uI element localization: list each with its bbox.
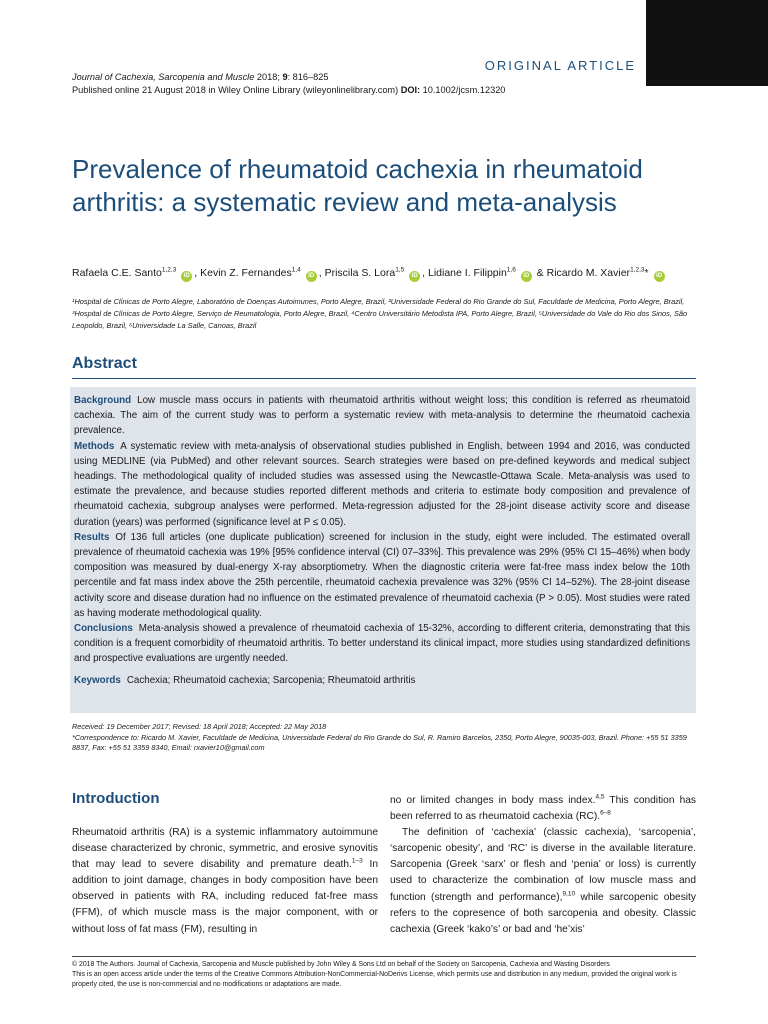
received-dates: Received: 19 December 2017; Revised: 18 April 2018; Accepted: 22 May 2018 <box>72 722 327 731</box>
keywords-label: Keywords <box>74 674 121 686</box>
author-affil-sup: 1,2,3 <box>630 266 645 274</box>
author-affil-sup: 1,2,3 <box>161 266 177 274</box>
column-left <box>72 825 378 938</box>
corner-tab <box>646 0 768 86</box>
keywords-text: Cachexia; Rheumatoid cachexia; Sarcopenia; Rheumatoid arthritis <box>126 674 416 686</box>
article-title: Prevalence of rheumatoid cachexia in rheumatoid arthritis: a systematic review and meta-analysis <box>72 154 643 217</box>
author-name[interactable]: Rafaela C.E. Santo <box>72 267 162 279</box>
citation-sup[interactable]: 6–8 <box>600 809 611 817</box>
abstract-label: Conclusions <box>74 623 133 635</box>
author-affil-sup: 1,5 <box>395 266 405 274</box>
citation-sup[interactable]: 4,5 <box>595 793 605 801</box>
abstract-text: Of 136 full articles (one duplicate publication) screened for inclusion in the study, eight were included. The estimated overall prevalence of rheumatoid cachexia was 19% [95% confidence interval (CI) 07–33%]. This prevalence was 29% (95% CI 15–46%) when body composition was measured by dual-energy X-ray absorptiometry. When the diagnostic criteria were fat-free mass index below the 10th percentile and fat mass index above the 25th percentile, rheumatoid cachexia prevalence was 32% (95% CI 14–52%). The 28-joint disease activity score and disease duration had no influence on the estimated prevalence of rheumatoid cachexia (P > 0.05). Most studies were rated as having moderate methodological quality. <box>74 531 690 619</box>
journal-name: Journal of Cachexia, Sarcopenia and Muscle <box>72 72 255 82</box>
citation-sup[interactable]: 9,10 <box>562 890 576 898</box>
journal-pages: : 816–825 <box>287 72 329 82</box>
orcid-icon[interactable]: iD <box>409 271 420 282</box>
author-list <box>72 267 667 282</box>
abstract-label: Methods <box>74 440 115 452</box>
introduction-heading: Introduction <box>72 790 160 807</box>
section-label: ORIGINAL ARTICLE <box>484 58 636 73</box>
abstract-heading: Abstract <box>72 355 137 372</box>
journal-volume: 9 <box>282 72 288 82</box>
abstract-conclusions <box>74 621 690 667</box>
intro-paragraph <box>390 825 696 938</box>
abstract-text: A systematic review with meta-analysis of observational studies published in English, between 1994 and 2016, was conducted using MEDLINE (via PubMed) and other relevant sources. Search strategies were based on pre-defined keywords and medical subject headings. The methodological quality of included studies was assessed using the Newcastle-Ottawa Scale. Meta-analysis was used to estimate the prevalence, and because studies reported different methods and criteria to estimate body composition and prevalence of rheumatoid cachexia, subgroup analyses were performed. Meta-regression adjusted for the 28-joint disease activity score and disease duration (years) was performed (significance level at P ≤ 0.05). <box>74 440 690 528</box>
author-name[interactable]: Priscila S. Lora <box>324 267 396 279</box>
body-text: In addition to joint damage, changes in body composition have been observed in patients with RA, including reduced fat-free mass (FFM), of which muscle mass is the major component, with or without loss of fat mass (FM), resulting in <box>72 859 379 935</box>
corresponding-star: * <box>644 267 649 279</box>
orcid-icon[interactable]: iD <box>306 271 317 282</box>
author-separator: , <box>422 267 428 279</box>
author-name[interactable]: Lidiane I. Filippin <box>428 267 507 279</box>
orcid-icon[interactable]: iD <box>654 271 665 282</box>
keywords <box>74 675 690 686</box>
journal-year: 2018; <box>254 72 283 82</box>
body-text: The definition of ‘cachexia’ (classic cachexia), ‘sarcopenia’, ‘sarcopenic obesity’, and ‘RC’ is diverse in the available literature. Sarcopenia (Greek ‘sarx’ or flesh and ‘penia’ or loss) is currently used to characterize the combination of low muscle mass and function (strength and performance), <box>390 827 696 903</box>
affiliations: ¹Hospital de Clínicas de Porto Alegre, Laboratório de Doenças Autoimunes, Porto Alegre, Brazil, ²Universidade Federal do Rio Grande do Sul, Faculdade de Medicina, Porto Alegre, Brazil, ³Hospital de Clínicas de Porto Alegre, Serviço de Reumatologia, Porto Alegre, Brazil, ⁴Centro Universitário Metodista IPA, Porto Alegre, Brazil, ⁵Universidade do Vale do Rio dos Sinos, São Leopoldo, Brazil, ⁶Universidade La Salle, Canoas, Brazil <box>72 297 688 330</box>
intro-paragraph <box>390 793 696 825</box>
body-text: while sarcopenic obesity refers to the copresence of both sarcopenia and obesity. Classic cachexia (Greek ‘kako’s’ or bad and ‘he’xis’ <box>390 891 696 935</box>
abstract-label: Results <box>74 531 110 543</box>
abstract-label: Background <box>74 395 132 406</box>
journal-info <box>72 71 505 97</box>
column-right <box>390 793 696 938</box>
citation-sup[interactable]: 1–3 <box>351 857 363 865</box>
abstract-results <box>74 530 690 621</box>
intro-paragraph <box>72 825 378 938</box>
copyright-line: © 2018 The Authors. Journal of Cachexia, Sarcopenia and Muscle published by John Wiley & Sons Ltd on behalf of the Society on Sarcopenia, Cachexia and Wasting Disorders <box>72 961 610 968</box>
footer-rule <box>72 956 696 957</box>
author-name[interactable]: Ricardo M. Xavier <box>546 267 631 279</box>
abstract-methods <box>74 439 690 530</box>
published-line: Published online 21 August 2018 in Wiley Online Library (wileyonlinelibrary.com) <box>72 85 401 95</box>
orcid-icon[interactable]: iD <box>181 271 192 282</box>
license-footer <box>72 960 700 990</box>
body-text: This condition has been referred to as rheumatoid cachexia (RC). <box>390 795 697 823</box>
license-line: This is an open access article under the terms of the Creative Commons Attribution-NonCommercial-NoDerivs License, which permits use and distribution in any medium, provided the original work is properly cited, the use is non-commercial and no modifications or adaptations are made. <box>72 971 677 988</box>
abstract-text: Meta-analysis showed a prevalence of rheumatoid cachexia of 15-32%, according to different criteria, demonstrating that this condition is a frequent comorbidity of rheumatoid arthritis. To better understand its clinical impact, more studies using standardized definitions and prospective evaluations are urgently needed. <box>74 623 690 665</box>
doi-label: DOI: <box>400 85 421 95</box>
doi-link[interactable]: 10.1002/jcsm.12320 <box>420 85 506 95</box>
author-separator: & <box>533 267 547 279</box>
abstract-background <box>74 393 690 439</box>
dates-block <box>72 722 698 754</box>
correspondence: *Correspondence to: Ricardo M. Xavier, Faculdade de Medicina, Universidade Federal do Rio Grande do Sul, R. Ramiro Barcelos, 2350, Porto Alegre, 90035-003, Brazil. Phone: +55 51 3359 8837, Fax: +55 51 3359 8340, Email: rxavier10@gmail.com <box>72 732 687 752</box>
abstract-rule <box>72 378 696 379</box>
author-affil-sup: 1,4 <box>291 266 301 274</box>
author-separator: , <box>194 267 201 279</box>
abstract-box <box>70 387 696 713</box>
author-separator: , <box>318 267 325 279</box>
author-name[interactable]: Kevin Z. Fernandes <box>200 267 292 279</box>
abstract-text: Low muscle mass occurs in patients with rheumatoid arthritis without weight loss; this condition is referred as rheumatoid cachexia. The aim of the current study was to perform a systematic review with meta-analysis to determine the rheumatoid cachexia prevalence. <box>74 395 690 437</box>
body-text: Rheumatoid arthritis (RA) is a systemic inflammatory autoimmune disease characterized by chronic, symmetric, and erosive synovitis that may lead to severe disability and premature death. <box>72 827 378 871</box>
body-text: no or limited changes in body mass index. <box>390 795 596 806</box>
orcid-icon[interactable]: iD <box>521 271 532 282</box>
author-affil-sup: 1,6 <box>506 266 516 274</box>
